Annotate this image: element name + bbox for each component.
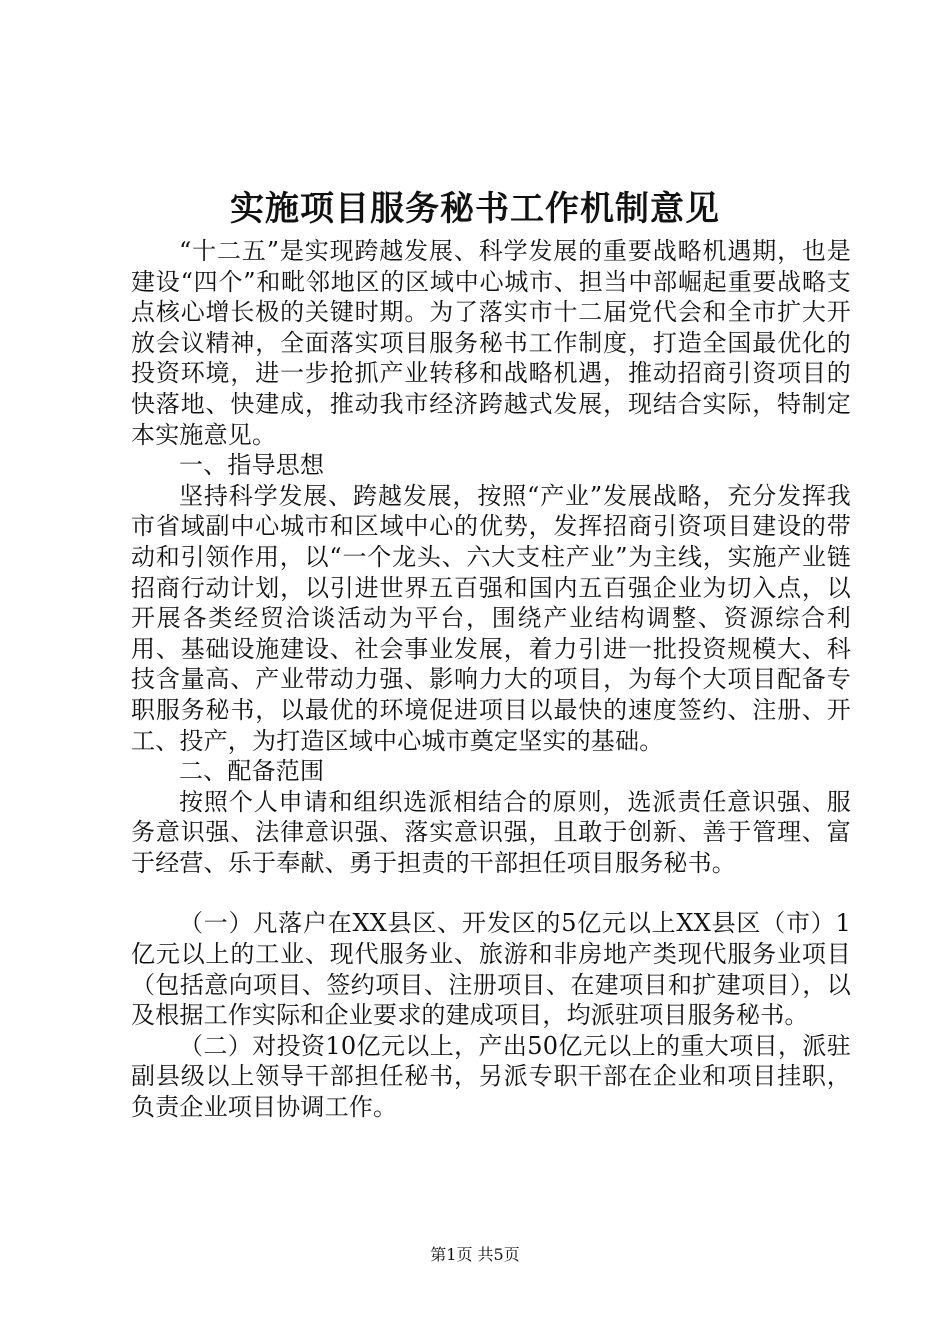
section-heading-scope: 二、配备范围 (179, 757, 325, 786)
section-text-scope: 按照个人申请和组织选派相结合的原则，选派责任意识强、服务意识强、法律意识强、落实意识强，且敢于创新、善于管理、富于经营、乐于奉献、勇于担责的干部担任项目服务秘书。 (131, 787, 851, 877)
page-number: 第1页 共5页 (430, 1245, 520, 1264)
scope-item-1: （一）凡落户在XX县区、开发区的5亿元以上XX县区（市）1亿元以上的工业、现代服务业、旅游和非房地产类现代服务业项目（包括意向项目、签约项目、注册项目、在建项目和扩建项目），以及根据工作实际和企业要求的建成项目，均派驻项目服务秘书。 (131, 909, 851, 1030)
scope-item-2: （二）对投资10亿元以上，产出50亿元以上的重大项目，派驻副县级以上领导干部担任秘书，另派专职干部在企业和项目挂职，负责企业项目协调工作。 (131, 1031, 851, 1122)
document-title: 实施项目服务秘书工作机制意见 (230, 189, 720, 229)
paragraph-spacer (131, 878, 851, 908)
document-body (131, 236, 851, 1123)
section-text-guiding-ideology: 坚持科学发展、跨越发展，按照“产业”发展战略，充分发挥我市省域副中心城市和区域中心的优势，发挥招商引资项目建设的带动和引领作用，以“一个龙头、六大支柱产业”为主线，实施产业链招商行动计划，以引进世界五百强和国内五百强企业为切入点，以开展各类经贸洽谈活动为平台，围绕产业结构调整、资源综合利用、基础设施建设、社会事业发展，着力引进一批投资规模大、科技含量高、产业带动力强、影响力大的项目，为每个大项目配备专职服务秘书，以最优的环境促进项目以最快的速度签约、注册、开工、投产，为打造区域中心城市奠定坚实的基础。 (131, 481, 851, 755)
section-heading-guiding-ideology: 一、指导思想 (179, 451, 325, 480)
intro-paragraph: “十二五”是实现跨越发展、科学发展的重要战略机遇期，也是建设“四个”和毗邻地区的区域中心城市、担当中部崛起重要战略支点核心增长极的关键时期。为了落实市十二届党代会和全市扩大开放会议精神，全面落实项目服务秘书工作制度，打造全国最优化的投资环境，进一步抢抓产业转移和战略机遇，推动招商引资项目的快落地、快建成，推动我市经济跨越式发展，现结合实际，特制定本实施意见。 (131, 237, 851, 449)
